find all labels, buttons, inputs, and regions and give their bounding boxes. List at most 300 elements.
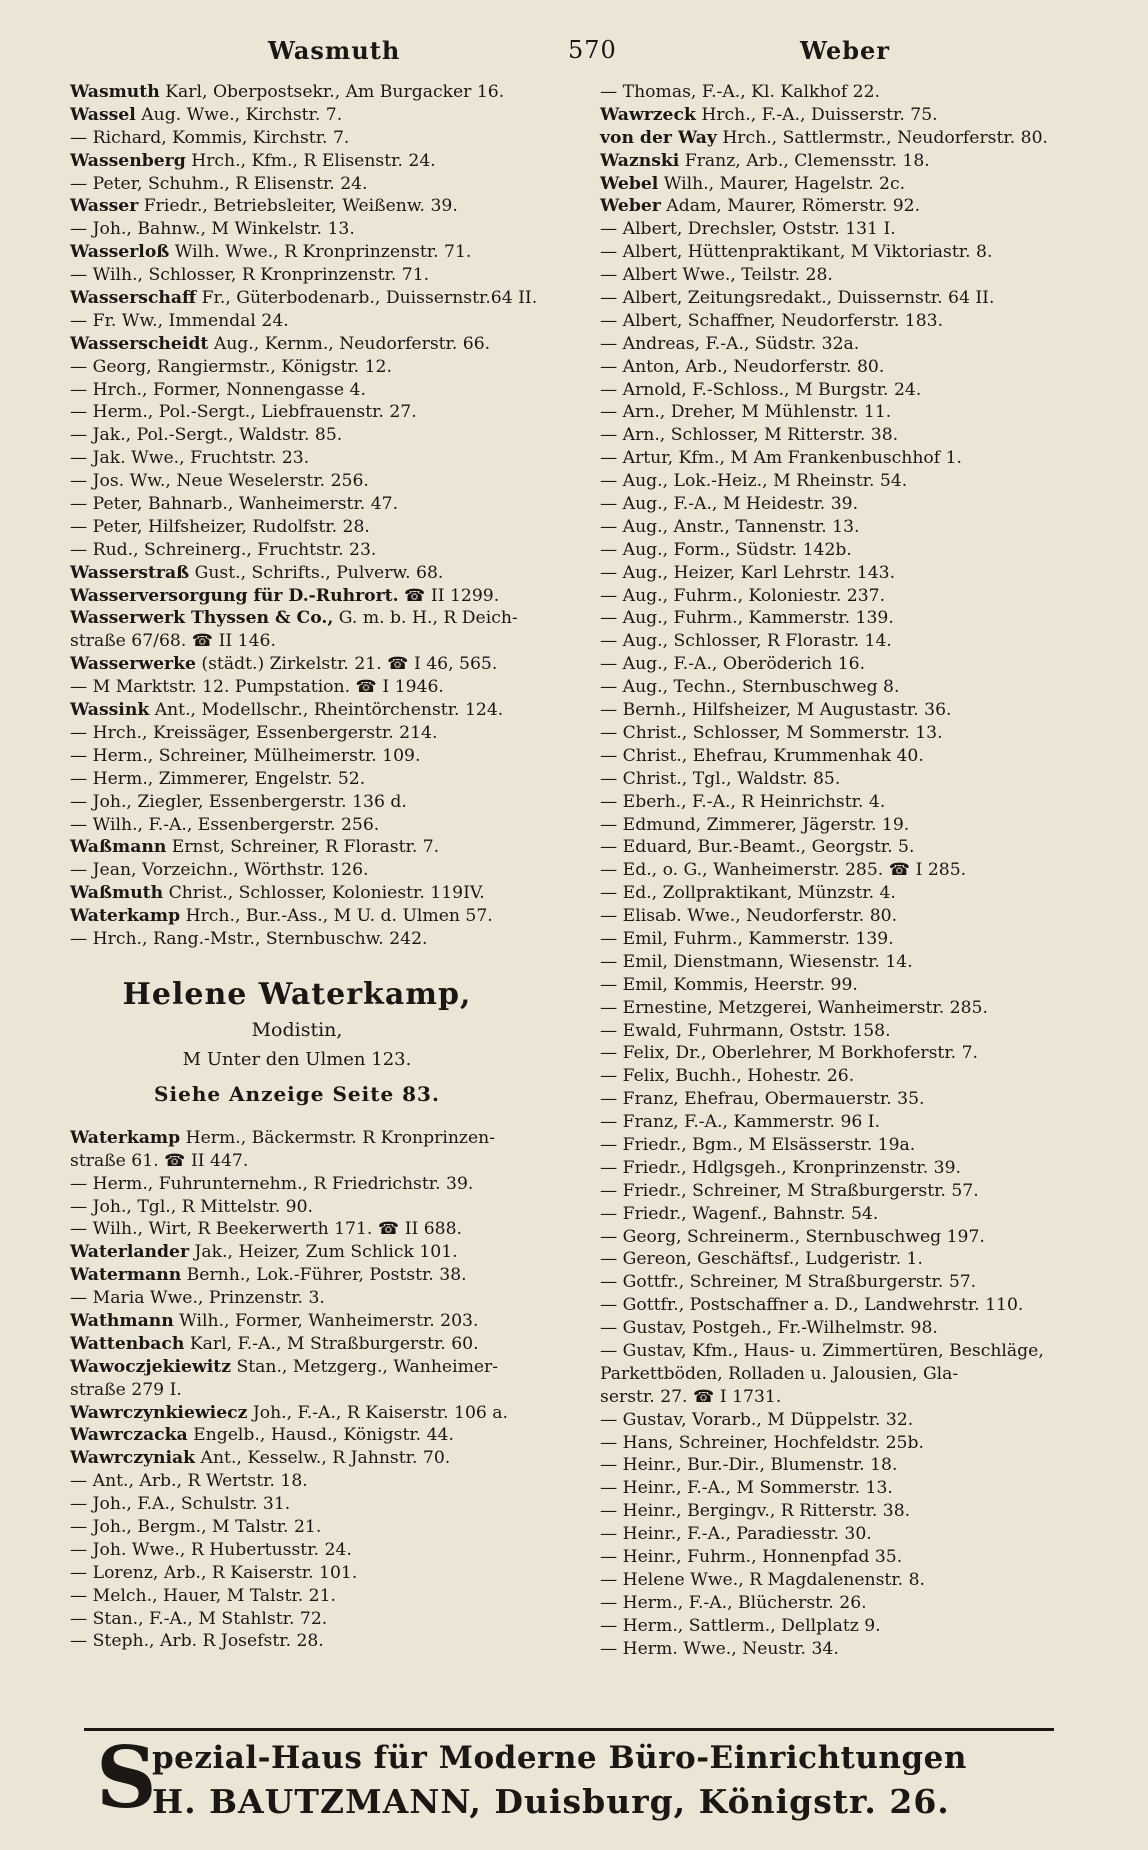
entry-surname: Wassel: [70, 104, 136, 125]
entry-details: — Lorenz, Arb., R Kaiserstr. 101.: [70, 1562, 358, 1583]
entry-details: — Friedr., Wagenf., Bahnstr. 54.: [600, 1203, 879, 1224]
directory-entry: [600, 1294, 1120, 1317]
entry-details: G. m. b. H., R Deich-: [333, 608, 518, 629]
entry-details: — Melch., Hauer, M Talstr. 21.: [70, 1585, 336, 1606]
entry-surname: Wawrczynkiewiecz: [70, 1402, 248, 1423]
directory-entry: [70, 1447, 585, 1470]
directory-entry: [70, 1516, 585, 1539]
entry-details: — M Marktstr. 12. Pumpstation. ☎ I 1946.: [70, 677, 444, 698]
directory-entry: [600, 1477, 1120, 1500]
directory-entry: [600, 836, 1120, 859]
entry-details: — Steph., Arb. R Josefstr. 28.: [70, 1631, 324, 1652]
entry-details: — Bernh., Hilfsheizer, M Augustastr. 36.: [600, 700, 952, 721]
directory-entry: [600, 859, 1120, 882]
directory-entry: [600, 1454, 1120, 1477]
entry-details: — Aug., F.-A., M Heidestr. 39.: [600, 494, 859, 515]
entry-details: Fr., Güterbodenarb., Duissernstr.64 II.: [196, 288, 538, 309]
entry-surname: Wasserscheidt: [70, 333, 209, 354]
entry-details: straße 67/68. ☎ II 146.: [70, 631, 276, 652]
directory-entry: [70, 470, 585, 493]
entry-surname: Wattenbach: [70, 1333, 185, 1354]
directory-entry: [70, 379, 585, 402]
directory-entry: [70, 356, 585, 379]
directory-entry: [70, 562, 585, 585]
entry-details: — Gustav, Postgeh., Fr.-Wilhelmstr. 98.: [600, 1318, 938, 1339]
entry-details: Hrch., Bur.-Ass., M U. d. Ulmen 57.: [180, 906, 493, 927]
entry-surname: Wawrzeck: [600, 104, 696, 125]
entry-details: Wilh. Wwe., R Kronprinzenstr. 71.: [169, 242, 472, 263]
directory-entry: [70, 401, 585, 424]
directory-entry: [70, 1218, 585, 1241]
directory-entry: [70, 1424, 585, 1447]
footer-line-2: H. BAUTZMANN, Duisburg, Königstr. 26.: [152, 1782, 950, 1821]
entry-details: — Richard, Kommis, Kirchstr. 7.: [70, 127, 350, 148]
entry-details: Friedr., Betriebsleiter, Weißenw. 39.: [138, 196, 458, 217]
entry-details: — Joh., Ziegler, Essenbergerstr. 136 d.: [70, 791, 407, 812]
footer-line-1: pezial-Haus für Moderne Büro-Einrichtungen: [152, 1740, 967, 1776]
entry-details: — Jak., Pol.-Sergt., Waldstr. 85.: [70, 425, 343, 446]
directory-entry: [600, 1203, 1120, 1226]
directory-entry: [600, 1134, 1120, 1157]
entry-details: — Peter, Hilfsheizer, Rudolfstr. 28.: [70, 516, 370, 537]
entry-details: straße 61. ☎ II 447.: [70, 1150, 249, 1171]
directory-entry: [70, 676, 585, 699]
entry-details: Jak., Heizer, Zum Schlick 101.: [189, 1242, 458, 1263]
directory-entry: [70, 1470, 585, 1493]
footer-rule: [84, 1728, 1054, 1731]
directory-entry: [70, 241, 585, 264]
directory-entry: [70, 127, 585, 150]
entry-details: Wilh., Former, Wanheimerstr. 203.: [173, 1310, 479, 1331]
ad-business-name: Helene Waterkamp,: [122, 976, 472, 1012]
entry-details: straße 279 I.: [70, 1379, 182, 1400]
directory-entry: [600, 150, 1120, 173]
directory-entry: [600, 722, 1120, 745]
entry-details: — Aug., Form., Südstr. 142b.: [600, 539, 852, 560]
entry-details: — Fr. Ww., Immendal 24.: [70, 310, 289, 331]
directory-entry: [600, 1638, 1120, 1661]
directory-entry: [70, 882, 585, 905]
entry-details: (städt.) Zirkelstr. 21. ☎ I 46, 565.: [195, 654, 498, 675]
directory-entry: [600, 951, 1120, 974]
directory-entry: [600, 470, 1120, 493]
entry-details: Hrch., Sattlermstr., Neudorferstr. 80.: [716, 127, 1048, 148]
entry-details: — Aug., Anstr., Tannenstr. 13.: [600, 516, 860, 537]
footer-initial: S: [96, 1728, 157, 1827]
directory-entry: [70, 81, 585, 104]
directory-entry: [600, 287, 1120, 310]
directory-entry: [70, 814, 585, 837]
ad-reference: Siehe Anzeige Seite 83.: [154, 1081, 440, 1106]
directory-entry: [70, 1287, 585, 1310]
directory-entry: [70, 447, 585, 470]
entry-details: — Aug., Techn., Sternbuschweg 8.: [600, 677, 900, 698]
entry-details: — Peter, Schuhm., R Elisenstr. 24.: [70, 173, 368, 194]
directory-entry: [70, 493, 585, 516]
entry-details: Aug., Kernm., Neudorferstr. 66.: [208, 333, 491, 354]
entry-details: — Albert, Drechsler, Oststr. 131 I.: [600, 219, 896, 240]
entry-surname: Wasmuth: [70, 82, 160, 102]
entry-details: — Gustav, Vorarb., M Düppelstr. 32.: [600, 1409, 914, 1430]
directory-entry: [600, 791, 1120, 814]
entry-details: — Aug., Heizer, Karl Lehrstr. 143.: [600, 562, 896, 583]
page-number: 570: [568, 36, 617, 64]
directory-entry: [70, 745, 585, 768]
entry-details: — Friedr., Schreiner, M Straßburgerstr. 57.: [600, 1180, 979, 1201]
directory-entry: [70, 1562, 585, 1585]
entry-details: Ant., Kesselw., R Jahnstr. 70.: [195, 1448, 451, 1469]
entry-details: — Gustav, Kfm., Haus- u. Zimmertüren, Beschläge,: [600, 1340, 1044, 1361]
directory-entry: [70, 859, 585, 882]
entry-surname: Waterkamp: [70, 1127, 181, 1148]
entry-details: — Wilh., Schlosser, R Kronprinzenstr. 71.: [70, 265, 430, 286]
directory-entry: [600, 81, 1120, 104]
directory-entry: [70, 1310, 585, 1333]
running-header-left: Wasmuth: [268, 36, 401, 65]
directory-entry: [600, 1317, 1120, 1340]
directory-entry: [600, 607, 1120, 630]
entry-details: Karl, Oberpostsekr., Am Burgacker 16.: [159, 82, 505, 102]
entry-details: — Hrch., Rang.-Mstr., Sternbuschw. 242.: [70, 928, 428, 949]
directory-entry: [600, 173, 1120, 196]
directory-entry: [600, 241, 1120, 264]
entry-details: — Peter, Bahnarb., Wanheimerstr. 47.: [70, 494, 399, 515]
directory-entry: [600, 882, 1120, 905]
entry-details: — Arn., Dreher, M Mühlenstr. 11.: [600, 402, 892, 423]
entry-details: — Wilh., Wirt, R Beekerwerth 171. ☎ II 688.: [70, 1219, 463, 1240]
directory-entry: [70, 791, 585, 814]
entry-details: — Herm., F.-A., Blücherstr. 26.: [600, 1592, 867, 1613]
entry-details: — Jean, Vorzeichn., Wörthstr. 126.: [70, 860, 369, 881]
directory-entry: [70, 1127, 585, 1150]
entry-surname: von der Way: [600, 127, 717, 148]
directory-entry: [600, 447, 1120, 470]
entry-surname: Waznski: [600, 150, 680, 171]
entry-details: Gust., Schrifts., Pulverw. 68.: [189, 562, 444, 583]
directory-entry: [600, 1226, 1120, 1249]
directory-entry: [70, 150, 585, 173]
directory-entry: [70, 905, 585, 928]
entry-details: Herm., Bäckermstr. R Kronprinzen-: [180, 1127, 496, 1148]
entry-details: — Christ., Ehefrau, Krummenhak 40.: [600, 745, 924, 766]
entry-surname: Wawrczacka: [70, 1425, 188, 1446]
directory-entry: [600, 585, 1120, 608]
directory-entry: [600, 905, 1120, 928]
directory-entry: [600, 1523, 1120, 1546]
directory-entry: [600, 218, 1120, 241]
entry-surname: Wawrczyniak: [70, 1448, 196, 1469]
directory-entry: [600, 768, 1120, 791]
directory-entry: [70, 836, 585, 859]
left-entries-top: [70, 81, 585, 951]
entry-details: — Hans, Schreiner, Hochfeldstr. 25b.: [600, 1432, 924, 1453]
entry-details: — Georg, Rangiermstr., Königstr. 12.: [70, 356, 392, 377]
directory-entry: [600, 1432, 1120, 1455]
directory-entry: [70, 699, 585, 722]
footer-advertisement: [84, 1728, 1074, 1830]
entry-details: — Georg, Schreinerm., Sternbuschweg 197.: [600, 1226, 985, 1247]
entry-details: — Joh., Bahnw., M Winkelstr. 13.: [70, 219, 355, 240]
entry-surname: Waterlander: [70, 1242, 190, 1263]
entry-details: — Ant., Arb., R Wertstr. 18.: [70, 1471, 308, 1492]
directory-entry: [70, 768, 585, 791]
directory-entry: [600, 1180, 1120, 1203]
entry-details: — Edmund, Zimmerer, Jägerstr. 19.: [600, 814, 910, 835]
entry-details: — Ewald, Fuhrmann, Oststr. 158.: [600, 1020, 891, 1041]
entry-details: — Heinr., F.-A., M Sommerstr. 13.: [600, 1478, 893, 1499]
entry-details: — Aug., F.-A., Oberöderich 16.: [600, 654, 866, 675]
directory-entry: [600, 1340, 1120, 1363]
entry-details: — Herm., Sattlerm., Dellplatz 9.: [600, 1615, 881, 1636]
entry-details: Hrch., Kfm., R Elisenstr. 24.: [185, 150, 436, 171]
entry-details: — Felix, Dr., Oberlehrer, M Borkhoferstr. 7.: [600, 1043, 978, 1064]
entry-details: — Franz, Ehefrau, Obermauerstr. 35.: [600, 1089, 925, 1110]
entry-details: — Maria Wwe., Prinzenstr. 3.: [70, 1288, 325, 1309]
directory-entry: [600, 699, 1120, 722]
entry-details: Franz, Arb., Clemensstr. 18.: [679, 150, 930, 171]
entry-details: — Christ., Schlosser, M Sommerstr. 13.: [600, 722, 943, 743]
entry-details: — Friedr., Bgm., M Elsässerstr. 19a.: [600, 1134, 916, 1155]
directory-entry: [70, 310, 585, 333]
entry-details: — Aug., Lok.-Heiz., M Rheinstr. 54.: [600, 471, 908, 492]
entry-surname: Wasserloß: [70, 242, 170, 263]
directory-entry: [600, 814, 1120, 837]
entry-details: — Joh., Bergm., M Talstr. 21.: [70, 1516, 322, 1537]
entry-details: Ernst, Schreiner, R Florastr. 7.: [166, 837, 440, 858]
directory-entry: [70, 1630, 585, 1653]
directory-entry: [600, 1042, 1120, 1065]
entry-surname: Waßmann: [70, 837, 167, 858]
entry-details: — Joh., Tgl., R Mittelstr. 90.: [70, 1196, 313, 1217]
directory-entry: [70, 630, 585, 653]
left-entries-bottom: [70, 1127, 585, 1653]
entry-surname: Wasserwerke: [70, 654, 196, 675]
entry-details: — Albert, Schaffner, Neudorferstr. 183.: [600, 310, 944, 331]
directory-entry: [600, 493, 1120, 516]
directory-entry: [600, 264, 1120, 287]
directory-entry: [70, 539, 585, 562]
directory-entry: [70, 516, 585, 539]
directory-entry: [70, 1264, 585, 1287]
directory-entry: [70, 1356, 585, 1379]
entry-surname: Webel: [600, 173, 659, 194]
entry-details: — Emil, Fuhrm., Kammerstr. 139.: [600, 928, 894, 949]
entry-details: Bernh., Lok.-Führer, Poststr. 38.: [181, 1265, 467, 1286]
directory-entry: [70, 264, 585, 287]
directory-entry: [70, 1608, 585, 1631]
directory-entry: [70, 653, 585, 676]
entry-details: — Aug., Schlosser, R Florastr. 14.: [600, 631, 892, 652]
entry-details: Stan., Metzgerg., Wanheimer-: [230, 1356, 499, 1377]
directory-entry: [70, 1379, 585, 1402]
entry-details: — Ed., Zollpraktikant, Münzstr. 4.: [600, 883, 896, 904]
directory-entry: [70, 585, 585, 608]
entry-details: — Herm. Wwe., Neustr. 34.: [600, 1638, 839, 1659]
directory-entry: [600, 1157, 1120, 1180]
entry-details: ☎ II 1299.: [398, 585, 500, 606]
entry-details: — Albert Wwe., Teilstr. 28.: [600, 265, 833, 286]
directory-entry: [600, 1592, 1120, 1615]
directory-entry: [600, 653, 1120, 676]
entry-details: — Franz, F.-A., Kammerstr. 96 I.: [600, 1112, 881, 1133]
entry-details: Karl, F.-A., M Straßburgerstr. 60.: [184, 1333, 479, 1354]
entry-surname: Wasserschaff: [70, 288, 197, 309]
entry-details: Engelb., Hausd., Königstr. 44.: [187, 1425, 454, 1446]
entry-details: Wilh., Maurer, Hagelstr. 2c.: [658, 173, 906, 194]
directory-entry: [70, 1539, 585, 1562]
entry-details: — Ed., o. G., Wanheimerstr. 285. ☎ I 285.: [600, 860, 967, 881]
directory-entry: [70, 722, 585, 745]
entry-details: — Hrch., Former, Nonnengasse 4.: [70, 379, 366, 400]
entry-surname: Wasser: [70, 196, 139, 217]
entry-details: — Stan., F.-A., M Stahlstr. 72.: [70, 1608, 328, 1629]
directory-entry: [600, 104, 1120, 127]
entry-details: — Christ., Tgl., Waldstr. 85.: [600, 768, 841, 789]
entry-details: serstr. 27. ☎ I 1731.: [600, 1386, 782, 1407]
entry-details: — Albert, Zeitungsredakt., Duissernstr. 64 II.: [600, 288, 995, 309]
entry-surname: Wassink: [70, 700, 150, 721]
entry-details: — Heinr., Fuhrm., Honnenpfad 35.: [600, 1547, 903, 1567]
entry-details: — Artur, Kfm., M Am Frankenbuschhof 1.: [600, 448, 962, 469]
directory-entry: [600, 333, 1120, 356]
directory-entry: [600, 516, 1120, 539]
entry-details: — Arn., Schlosser, M Ritterstr. 38.: [600, 425, 899, 446]
directory-entry: [600, 1020, 1120, 1043]
directory-entry: [600, 424, 1120, 447]
entry-details: — Jos. Ww., Neue Weselerstr. 256.: [70, 471, 369, 492]
entry-details: — Elisab. Wwe., Neudorferstr. 80.: [600, 906, 898, 927]
directory-entry: [600, 1111, 1120, 1134]
entry-surname: Weber: [600, 196, 661, 217]
directory-entry: [600, 539, 1120, 562]
directory-entry: [70, 607, 585, 630]
directory-entry: [70, 333, 585, 356]
entry-details: Joh., F.-A., R Kaiserstr. 106 a.: [247, 1402, 509, 1423]
directory-entry: [70, 173, 585, 196]
directory-entry: [600, 745, 1120, 768]
directory-entry: [600, 1500, 1120, 1523]
directory-entry: [600, 195, 1120, 218]
entry-details: — Herm., Pol.-Sergt., Liebfrauenstr. 27.: [70, 402, 417, 423]
entry-surname: Waßmuth: [70, 883, 164, 904]
entry-details: — Heinr., Bergingv., R Ritterstr. 38.: [600, 1501, 911, 1522]
entry-details: Hrch., F.-A., Duisserstr. 75.: [695, 104, 938, 125]
entry-details: — Anton, Arb., Neudorferstr. 80.: [600, 356, 885, 377]
entry-surname: Wasserwerk Thyssen & Co.,: [70, 608, 334, 629]
entry-details: Adam, Maurer, Römerstr. 92.: [660, 196, 921, 217]
directory-entry: [600, 974, 1120, 997]
entry-details: — Thomas, F.-A., Kl. Kalkhof 22.: [600, 82, 880, 102]
entry-details: Ant., Modellschr., Rheintörchenstr. 124.: [149, 700, 504, 721]
directory-entry: [600, 1088, 1120, 1111]
entry-details: — Eduard, Bur.-Beamt., Georgstr. 5.: [600, 837, 915, 858]
left-column: [70, 81, 585, 1653]
directory-entry: [600, 1569, 1120, 1592]
directory-entry: [600, 310, 1120, 333]
directory-entry: [600, 1271, 1120, 1294]
directory-entry: [600, 1409, 1120, 1432]
directory-entry: [70, 1173, 585, 1196]
right-column: [600, 81, 1120, 1660]
entry-details: — Hrch., Kreissäger, Essenbergerstr. 214.: [70, 722, 438, 743]
directory-entry: [600, 401, 1120, 424]
entry-details: — Emil, Dienstmann, Wiesenstr. 14.: [600, 951, 913, 972]
entry-surname: Wawoczjekiewitz: [70, 1356, 231, 1377]
directory-entry: [600, 1065, 1120, 1088]
directory-entry: [70, 287, 585, 310]
directory-entry: [70, 1333, 585, 1356]
directory-entry: [600, 997, 1120, 1020]
running-header-right: Weber: [800, 36, 890, 65]
entry-surname: Wassenberg: [70, 150, 186, 171]
directory-entry: [600, 1363, 1120, 1386]
entry-details: — Gottfr., Schreiner, M Straßburgerstr. 57.: [600, 1272, 977, 1293]
entry-details: Christ., Schlosser, Koloniestr. 119IV.: [163, 883, 485, 904]
directory-entry: [600, 630, 1120, 653]
entry-details: — Helene Wwe., R Magdalenenstr. 8.: [600, 1569, 925, 1590]
entry-details: — Friedr., Hdlgsgeh., Kronprinzenstr. 39.: [600, 1157, 961, 1178]
entry-details: — Wilh., F.-A., Essenbergerstr. 256.: [70, 814, 380, 835]
directory-entry: [600, 1386, 1120, 1409]
entry-details: — Heinr., Bur.-Dir., Blumenstr. 18.: [600, 1455, 898, 1476]
directory-entry: [70, 218, 585, 241]
entry-details: — Eberh., F.-A., R Heinrichstr. 4.: [600, 791, 886, 812]
directory-entry: [70, 928, 585, 951]
entry-details: — Ernestine, Metzgerei, Wanheimerstr. 285.: [600, 997, 988, 1018]
entry-surname: Wathmann: [70, 1310, 174, 1331]
entry-surname: Waterkamp: [70, 906, 181, 927]
directory-entry: [600, 562, 1120, 585]
waterkamp-advertisement: [82, 973, 512, 1109]
ad-profession: Modistin,: [251, 1018, 343, 1041]
directory-entry: [600, 1248, 1120, 1271]
directory-entry: [70, 424, 585, 447]
directory-entry: [70, 1241, 585, 1264]
entry-surname: Wasserstraß: [70, 562, 190, 583]
entry-details: — Andreas, F.-A., Südstr. 32a.: [600, 333, 860, 354]
entry-details: Aug. Wwe., Kirchstr. 7.: [135, 104, 343, 125]
entry-details: — Joh., F.A., Schulstr. 31.: [70, 1494, 291, 1515]
directory-entry: [600, 928, 1120, 951]
entry-details: — Arnold, F.-Schloss., M Burgstr. 24.: [600, 379, 922, 400]
entry-details: — Emil, Kommis, Heerstr. 99.: [600, 974, 858, 995]
entry-details: — Gottfr., Postschaffner a. D., Landwehrstr. 110.: [600, 1295, 1024, 1316]
directory-entry: [600, 379, 1120, 402]
entry-surname: Wasserversorgung für D.-Ruhrort.: [70, 585, 399, 606]
entry-details: — Jak. Wwe., Fruchtstr. 23.: [70, 448, 310, 469]
ad-address: M Unter den Ulmen 123.: [182, 1048, 412, 1070]
entry-details: — Felix, Buchh., Hohestr. 26.: [600, 1066, 855, 1087]
directory-entry: [600, 127, 1120, 150]
directory-entry: [70, 1493, 585, 1516]
entry-details: — Rud., Schreinerg., Fruchtstr. 23.: [70, 539, 377, 560]
entry-details: — Heinr., F.-A., Paradiesstr. 30.: [600, 1524, 872, 1545]
entry-details: Parkettböden, Rolladen u. Jalousien, Gla-: [600, 1363, 959, 1384]
entry-details: — Herm., Zimmerer, Engelstr. 52.: [70, 768, 366, 789]
directory-entry: [70, 1150, 585, 1173]
directory-entry: [70, 1402, 585, 1425]
directory-entry: [70, 1196, 585, 1219]
entry-surname: Watermann: [70, 1265, 182, 1286]
directory-entry: [600, 676, 1120, 699]
directory-entry: [70, 1585, 585, 1608]
directory-entry: [70, 195, 585, 218]
directory-entry: [600, 356, 1120, 379]
entry-details: — Gereon, Geschäftsf., Ludgeristr. 1.: [600, 1249, 923, 1270]
directory-entry: [70, 104, 585, 127]
entry-details: — Aug., Fuhrm., Koloniestr. 237.: [600, 585, 886, 606]
entry-details: — Joh. Wwe., R Hubertusstr. 24.: [70, 1539, 352, 1560]
